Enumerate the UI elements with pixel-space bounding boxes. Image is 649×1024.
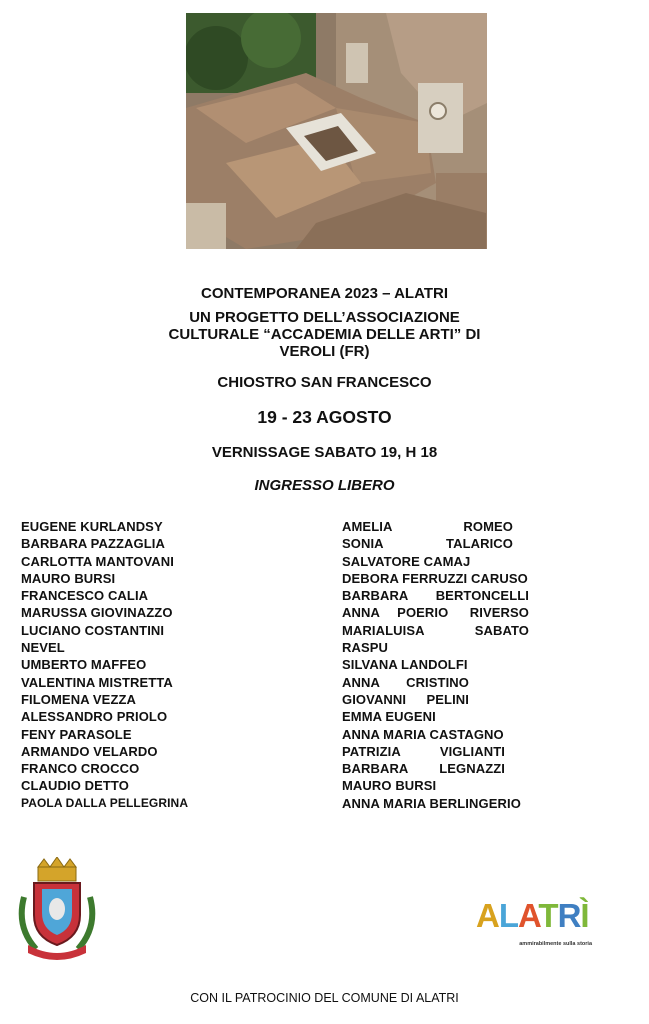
list-item	[342, 518, 529, 535]
list-item	[342, 674, 529, 691]
artist-first-name: GIOVANNI	[342, 691, 407, 707]
list-item: VALENTINA MISTRETTA	[21, 674, 173, 690]
list-item	[342, 622, 529, 639]
artist-first-name: PATRIZIA	[342, 743, 401, 759]
logo-letter: A	[518, 897, 539, 934]
artist-last-name: LEGNAZZI	[439, 761, 505, 777]
list-item: CARLOTTA MANTOVANI	[21, 553, 174, 569]
artist-first-name: ANNA MARIA BERLINGERIO	[342, 795, 521, 811]
artists-list-left	[21, 518, 321, 812]
list-item: EUGENE KURLANDSY	[21, 519, 163, 534]
logo-letter: T	[538, 897, 558, 934]
artist-last-name: TALARICO	[446, 536, 513, 552]
cloister-aerial-photo	[186, 13, 487, 249]
vernissage-time: VERNISSAGE SABATO 19, H 18	[211, 444, 438, 461]
list-item	[342, 570, 532, 587]
event-title: CONTEMPORANEA 2023 – ALATRI	[201, 285, 448, 302]
list-item: UMBERTO MAFFEO	[21, 657, 147, 673]
artist-last-name: VIGLIANTI	[439, 743, 505, 759]
list-item	[342, 535, 529, 552]
project-line: CULTURALE “ACCADEMIA DELLE ARTI” DI	[168, 326, 481, 343]
list-item: FRANCO CROCCO	[21, 761, 140, 777]
patronage-note: CON IL PATROCINIO DEL COMUNE DI ALATRI	[190, 991, 459, 1005]
artist-first-name: AMELIA	[342, 519, 393, 534]
list-item: FENY PARASOLE	[21, 726, 132, 742]
list-item	[342, 587, 529, 604]
list-item	[342, 691, 529, 708]
logo-letter: Ì	[580, 897, 589, 934]
list-item: FILOMENA VEZZA	[21, 691, 137, 707]
artist-first-name: BARBARA	[342, 761, 409, 777]
artist-first-name: RASPU	[342, 640, 389, 656]
list-item	[342, 604, 529, 621]
list-item: MAURO BURSI	[21, 570, 116, 586]
artist-last-name: RIVERSO	[469, 605, 529, 621]
list-item: BARBARA PAZZAGLIA	[21, 536, 165, 552]
artist-last-name: PELINI	[426, 691, 469, 707]
list-item: LUCIANO COSTANTINI	[21, 622, 165, 638]
artist-first-name: DEBORA FERRUZZI CARUSO	[342, 570, 528, 586]
list-item	[342, 760, 529, 777]
artist-first-name: ANNA MARIA CASTAGNO	[342, 726, 504, 742]
artist-first-name: BARBARA	[342, 588, 409, 604]
list-item	[342, 726, 532, 743]
artist-first-name: ANNA	[342, 674, 380, 690]
venue: CHIOSTRO SAN FRANCESCO	[217, 374, 432, 391]
list-item	[342, 777, 532, 794]
artist-last-name: ROMEO	[463, 519, 513, 534]
event-dates: 19 - 23 AGOSTO	[257, 407, 392, 427]
artist-first-name: SALVATORE CAMAJ	[342, 553, 471, 569]
artist-last-name: BERTONCELLI	[435, 588, 529, 604]
free-admission: INGRESSO LIBERO	[254, 477, 395, 494]
artist-first-name: MARIALUISA	[342, 622, 425, 638]
coat-of-arms-icon	[14, 857, 100, 961]
list-item: FRANCESCO CALIA	[21, 588, 149, 604]
artist-last-name: CRISTINO	[406, 674, 469, 690]
project-description	[0, 309, 649, 360]
logo-letter: R	[557, 897, 581, 934]
list-item	[342, 639, 532, 656]
logo-tagline: ammirabilmente sulla storia	[519, 941, 592, 947]
list-item: ARMANDO VELARDO	[21, 743, 158, 759]
list-item: PAOLA DALLA PELLEGRINA	[21, 795, 189, 810]
logo-letter: A	[476, 897, 499, 934]
artist-first-name: ANNA POERIO	[342, 605, 449, 621]
list-item	[342, 743, 529, 760]
logo-letter: L	[498, 897, 519, 934]
project-line: UN PROGETTO DELL’ASSOCIAZIONE	[189, 309, 460, 326]
artist-first-name: MAURO BURSI	[342, 778, 437, 794]
project-line: VEROLI (FR)	[279, 343, 370, 360]
artist-first-name: EMMA EUGENI	[342, 709, 436, 725]
list-item	[342, 795, 532, 812]
list-item: MARUSSA GIOVINAZZO	[21, 605, 173, 621]
artists-list-right	[342, 518, 532, 812]
list-item: NEVEL	[21, 640, 65, 656]
artist-last-name: SABATO	[474, 622, 529, 638]
list-item	[342, 656, 532, 673]
artist-first-name: SILVANA LANDOLFI	[342, 657, 468, 673]
list-item: CLAUDIO DETTO	[21, 778, 129, 794]
alatri-logo	[476, 897, 598, 953]
list-item	[342, 553, 532, 570]
logo-wordmark	[476, 897, 598, 935]
artist-first-name: SONIA	[342, 536, 384, 552]
list-item	[342, 708, 532, 725]
list-item: ALESSANDRO PRIOLO	[21, 709, 168, 725]
